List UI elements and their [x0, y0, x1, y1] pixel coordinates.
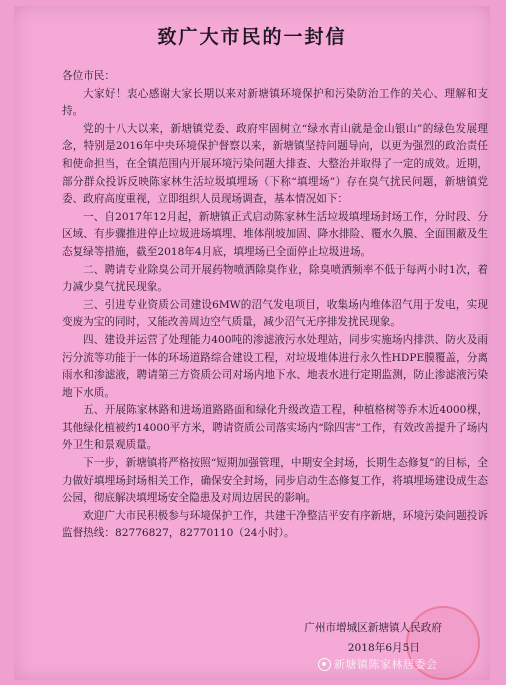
- signature-date: 2018年6月5日: [347, 642, 420, 654]
- letter-greeting: 各位市民：: [62, 70, 115, 82]
- letter-body: [62, 68, 488, 543]
- paragraph: 一、自2017年12月起，新塘镇正式启动陈家林生活垃圾填埋场封场工作，分时段、分区域、有步骤推进停止垃圾进场填埋、堆体削坡加固、降水排险、覆水久膜、全面围蔽及生态复绿等措施，截至2018年4月底，填埋场已全面停止垃圾进场。: [62, 210, 488, 258]
- paragraph: 欢迎广大市民积极参与环境保护工作，共建干净整洁平安有序新塘，环境污染问题投诉监督热线：82776827，82770110（24小时）。: [62, 509, 488, 540]
- letter-paper: [14, 6, 490, 680]
- paragraph: 五、开展陈家林路和进场道路路面和绿化升级改造工程，种植格树等乔木近4000棵，其他绿化植被约14000平方米，聘请资质公司落实场内“除四害”工作，有效改善提升了场内外卫生和景观质量。: [62, 404, 488, 452]
- letter-title: 致广大市民的一封信: [157, 26, 347, 48]
- watermark-text: 新塘镇陈家林居委会: [334, 658, 438, 671]
- paragraph: 党的十八大以来，新塘镇党委、政府牢固树立“绿水青山就是金山银山”的绿色发展理念，特别是2016年中央环境保护督察以来，新塘镇坚持问题导向，以更为强烈的政治责任和使命担当，在全镇范围内开展环境污染问题大排查、大整治并取得了一定的成效。近期，部分群众投诉反映陈家林生活垃圾填埋场（下称“填埋场”）存在臭气扰民问题，新塘镇党委、政府高度重视，立即组织人员现场调查，基本情况如下：: [62, 122, 488, 206]
- watermark: [318, 656, 438, 672]
- paragraph: 大家好！衷心感谢大家长期以来对新塘镇环境保护和污染防治工作的关心、理解和支持。: [62, 87, 488, 118]
- signature-org: 广州市增城区新塘镇人民政府: [304, 622, 442, 634]
- paragraph: 四、建设并运营了处理能力400吨的渗滤液污水处理站，同步实施场内排洪、防火及雨污分流等功能于一体的环场道路综合建设工程，对垃圾堆体进行永久性HDPE膜覆盖，分离雨水和渗滤液，聘请第三方资质公司对场内地下水、地表水进行定期监测，防止渗滤液污染地下水质。: [62, 333, 488, 399]
- paragraph: 二、聘请专业除臭公司开展药物喷洒除臭作业，除臭喷洒频率不低于每两小时1次，着力减少臭气扰民现象。: [62, 263, 488, 294]
- paragraph: 三、引进专业资质公司建设6MW的沼气发电项目，收集场内堆体沼气用于发电，实现变废为宝的同时，又能改善周边空气质量，减少沼气无序排发扰民现象。: [62, 298, 488, 329]
- wechat-icon: [318, 658, 331, 671]
- paragraph: 下一步，新塘镇将严格按照“短期加强管理，中期安全封场，长期生态修复”的目标，全力做好填埋场封场相关工作，确保安全封场，同步启动生态修复工作，将填埋场建设成生态公园，彻底解决填埋场安全隐患及对周边居民的影响。: [62, 457, 488, 505]
